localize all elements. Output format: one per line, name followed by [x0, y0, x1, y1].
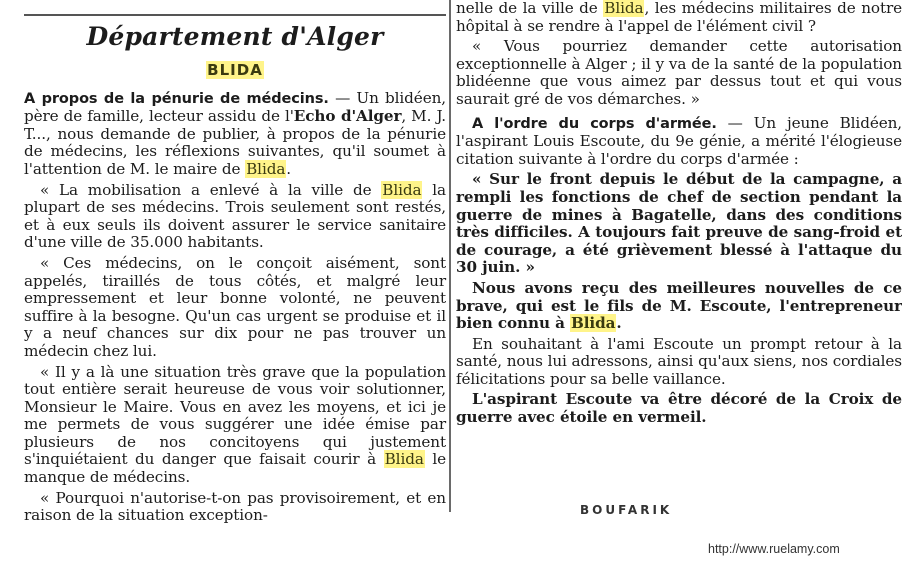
section1-paragraph-3	[24, 364, 446, 487]
watermark-url: http://www.ruelamy.com	[708, 542, 840, 556]
section2-paragraph-2	[456, 280, 902, 333]
city-word: Blida	[382, 180, 422, 199]
city-word: Blida	[246, 159, 286, 178]
section2-heading: A l'ordre du corps d'armée.	[472, 115, 717, 132]
city-heading	[24, 62, 446, 80]
section2-paragraph-3: En souhaitant à l'ami Escoute un prompt retour à la santé, nous lui adressons, ainsi qu'aux siens, nos cordiales félicitations pour sa belle vaillance.	[456, 334, 902, 388]
section2-intro	[456, 115, 902, 169]
city-word: Blida	[571, 314, 616, 333]
section1-heading: A propos de la pénurie de médecins.	[24, 90, 329, 107]
p2-lead: Nous avons reçu des meilleures nouvelles de ce brave, qui est le fils de M. Escoute, l'entrepreneur bien connu à	[456, 278, 902, 333]
left-column	[24, 0, 446, 528]
right-column	[456, 0, 902, 430]
section1-paragraph-5: « Vous pourriez demander cette autorisation exceptionnelle à Alger ; il y va de la santé de la population blidéenne que vous aimez par dessus tout et qui vous saurait gré de vos démarches. »	[456, 37, 902, 108]
section1-paragraph-1	[24, 182, 446, 252]
p3-rest: le manque de médecins.	[24, 450, 446, 487]
city-word: Blida	[604, 0, 644, 17]
section1-intro-lead: — Un blidéen, père de famille, lecteur assidu de l'	[24, 88, 446, 126]
section1-intro-rest: , M. J. T..., nous demande de publier, à propos de la pénurie de médecins, les réflexions suivantes, qu'il soumet à l'attention de M. le maire de	[24, 107, 446, 178]
department-title: Département d'Alger	[86, 22, 384, 51]
p3-lead: « Il y a là une situation très grave que la population tout entière serait heureuse de vous voir solutionner, Monsieur le Maire. Vous en avez les moyens, et ici je me permets de vous suggérer une idée émise par plusieurs de nos concitoyens qui justement s'inquiétaient du danger que faisait courir à	[24, 362, 446, 469]
citation-paragraph: « Sur le front depuis le début de la campagne, a rempli les fonctions de chef de section pendant la guerre de mines à Bagatelle, dans des conditions très difficiles. A toujours fait preuve de sang-froid et de courage, a été grièvement blessé à l'attaque du 30 juin. »	[456, 170, 902, 277]
section2-intro-text: — Un jeune Blidéen, l'aspirant Louis Escoute, du 9e génie, a mérité l'élogieuse citation suivante à l'ordre du corps d'armée :	[456, 113, 902, 168]
cut-off-signature	[580, 503, 760, 517]
city-heading-text: BLIDA	[207, 61, 263, 79]
section1-paragraph-4-start: « Pourquoi n'autorise-t-on pas provisoirement, et en raison de la situation exception-	[24, 488, 446, 525]
section1-intro-end: .	[286, 159, 292, 178]
newspaper-name: Echo d'Alger	[293, 107, 402, 126]
p4-right-rest: , les médecins militaires de notre hôpital à se rendre à l'appel de l'élément civil ?	[456, 0, 902, 35]
signature-text: BOUFARIK	[580, 503, 673, 517]
p2-end: .	[616, 314, 622, 333]
p1-rest: la plupart de ses médecins. Trois seulement sont restés, et à eux seuls ils doivent assurer le service sanitaire d'une ville de 35.000 habitants.	[24, 180, 446, 252]
section1-paragraph-2: « Ces médecins, on le conçoit aisément, sont appelés, tiraillés de tous côtés, et malgré leur empressement et leur bonne volonté, ne peuvent suffire à la besogne. Qu'un cas urgent se produise et il y a neuf chances sur dix pour ne pas trouver un médecin chez lui.	[24, 253, 446, 360]
column-divider	[449, 0, 451, 512]
p1-lead: « La mobilisation a enlevé à la ville de	[40, 180, 382, 199]
section1-paragraph-4-continued	[456, 0, 902, 35]
city-word: Blida	[384, 450, 424, 469]
section2-paragraph-4: L'aspirant Escoute va être décoré de la Croix de guerre avec étoile en vermeil.	[456, 390, 902, 427]
section1-intro	[24, 90, 446, 179]
p4-right-lead: nelle de la ville de	[456, 0, 604, 17]
